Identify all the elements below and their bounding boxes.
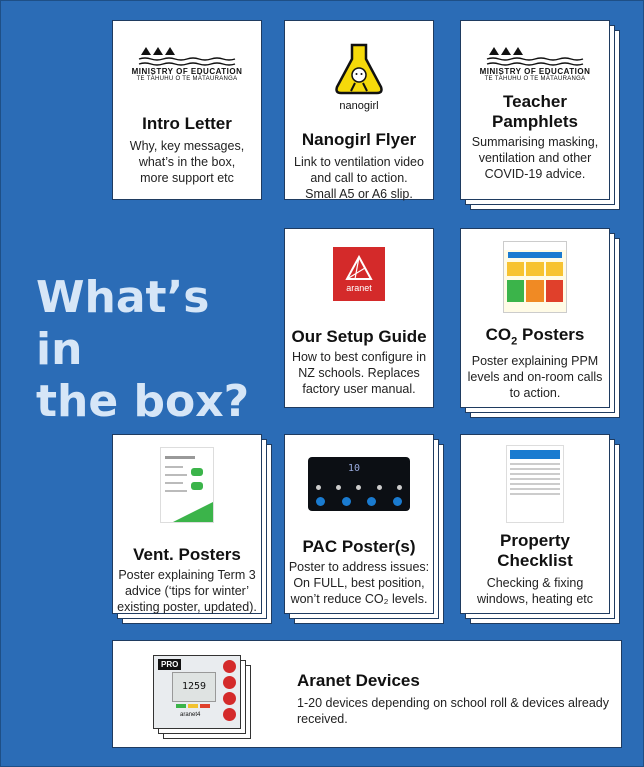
mountains-icon <box>485 45 585 67</box>
intro-letter-desc-1: Why, key messages, <box>129 139 245 153</box>
aranet-logo-text: aranet <box>346 283 372 293</box>
nanogirl-desc-3: Small A5 or A6 slip. <box>305 187 413 201</box>
aranet-devices-desc-1: 1-20 devices depending on school roll & devices already <box>297 696 609 710</box>
setup-desc-3: factory user manual. <box>302 382 416 396</box>
nanogirl-desc-1: Link to ventilation video <box>294 155 424 169</box>
co2-posters-card <box>460 228 610 408</box>
teacher-pamphlets-title-2: Pamphlets <box>492 112 578 131</box>
page-title-line-1: What’s in <box>36 272 210 375</box>
humidity-icon <box>223 692 236 705</box>
moe-logo-text: MINISTRY OF EDUCATION <box>131 67 243 76</box>
property-desc-1: Checking & fixing <box>486 576 584 590</box>
co2-desc-2: levels and on-room calls <box>467 370 603 385</box>
aranet-devices-card <box>112 640 622 748</box>
co2-icon <box>223 660 236 673</box>
teacher-pamphlets-title-1: Teacher <box>503 92 567 111</box>
ministry-of-education-logo <box>113 45 261 82</box>
vent-posters-title: Vent. Posters <box>133 545 241 564</box>
aranet-devices-desc-2: received. <box>297 712 348 726</box>
device-stack <box>153 655 253 741</box>
aranet-devices-title: Aranet Devices <box>297 671 420 690</box>
nanogirl-flyer-title: Nanogirl Flyer <box>301 130 417 149</box>
setup-desc-2: NZ schools. Replaces <box>298 366 420 380</box>
intro-letter-desc-2: what’s in the box, <box>138 155 236 169</box>
aranet-logo <box>333 247 385 301</box>
nanogirl-flyer-card <box>284 20 434 200</box>
page-title-line-2: the box? <box>36 376 250 427</box>
pac-panel-thumbnail: 10 <box>308 457 410 511</box>
nanogirl-logo-icon <box>329 41 389 99</box>
intro-letter-card <box>112 20 262 200</box>
vent-desc-1: Poster explaining Term 3 <box>118 568 256 582</box>
teacher-desc-1: Summarising masking, <box>471 135 599 149</box>
intro-letter-title: Intro Letter <box>142 114 232 133</box>
nanogirl-desc-2: and call to action. <box>310 171 408 185</box>
vent-posters-card <box>112 434 262 614</box>
aranet-triangle-icon <box>345 255 373 281</box>
vent-desc-3: existing poster, updated). <box>117 600 257 614</box>
setup-guide-title: Our Setup Guide <box>291 327 427 346</box>
ministry-of-education-logo <box>461 45 609 82</box>
pac-posters-title: PAC Poster(s) <box>302 537 416 556</box>
co2-title-rest: Posters <box>517 325 585 344</box>
property-checklist-title-1: Property <box>500 531 570 550</box>
pac-desc-2: On FULL, best position, <box>293 576 425 590</box>
moe-logo-subtext: TE TĀHUHU O TE MĀTAURANGA <box>484 76 586 82</box>
setup-desc-1: How to best configure in <box>291 350 427 364</box>
intro-letter-desc-3: more support etc <box>140 171 234 185</box>
co2-poster-thumbnail <box>503 241 567 313</box>
page-title <box>36 272 266 428</box>
device-reading: 1259 <box>181 681 207 692</box>
pac-desc-3: won’t reduce CO₂ levels. <box>290 592 428 606</box>
aranet-device-image <box>153 655 241 729</box>
temperature-icon <box>223 676 236 689</box>
property-desc-2: windows, heating etc <box>476 592 594 606</box>
property-checklist-title-2: Checklist <box>497 551 573 570</box>
co2-desc-3: to action. <box>509 386 561 401</box>
co2-title-sub: 2 <box>511 335 518 348</box>
pac-desc-1: Poster to address issues: <box>288 560 430 574</box>
co2-desc-1: Poster explaining PPM <box>471 354 599 369</box>
teacher-pamphlets-card <box>460 20 610 200</box>
setup-guide-card <box>284 228 434 408</box>
teacher-desc-3: COVID-19 advice. <box>484 167 586 181</box>
checklist-thumbnail <box>506 445 564 523</box>
co2-title-main: CO <box>485 325 512 344</box>
property-checklist-card <box>460 434 610 614</box>
pressure-icon <box>223 708 236 721</box>
moe-logo-subtext: TE TĀHUHU O TE MĀTAURANGA <box>136 76 238 82</box>
mountains-icon <box>137 45 237 67</box>
co2-posters-title <box>461 325 609 351</box>
moe-logo-text: MINISTRY OF EDUCATION <box>479 67 591 76</box>
pro-badge: PRO <box>158 659 181 670</box>
vent-poster-thumbnail <box>160 447 214 523</box>
nanogirl-logo-text: nanogirl <box>339 100 379 112</box>
teacher-desc-2: ventilation and other <box>478 151 592 165</box>
vent-desc-2: advice (‘tips for winter’ <box>124 584 250 598</box>
pac-posters-card <box>284 434 434 614</box>
device-brand-text: aranet4 <box>180 712 201 718</box>
